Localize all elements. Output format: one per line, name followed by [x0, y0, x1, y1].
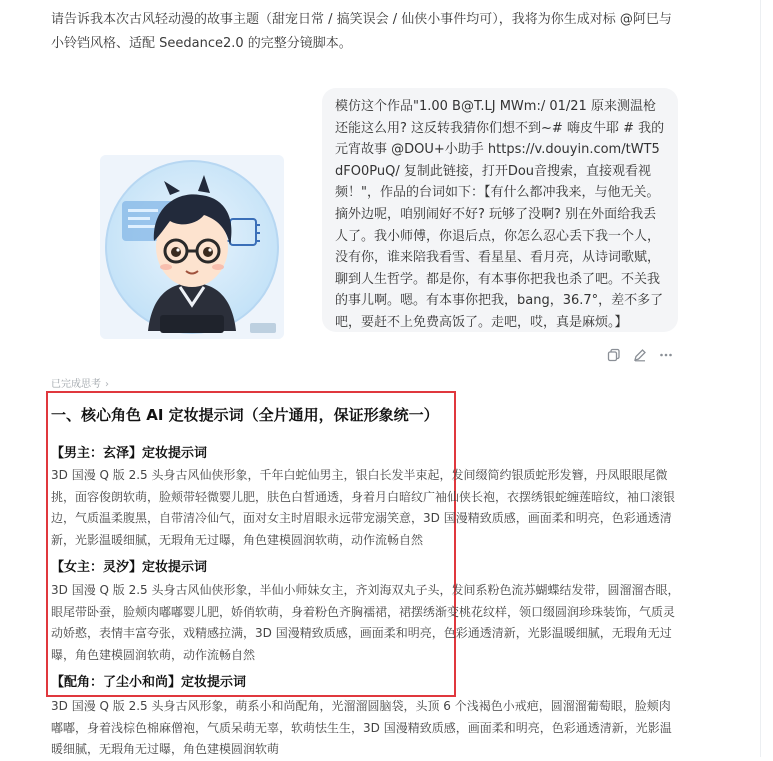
message-actions [607, 345, 677, 363]
scrollbar-track[interactable] [760, 0, 761, 757]
edit-icon[interactable] [633, 347, 647, 361]
user-attached-image[interactable] [100, 155, 284, 339]
copy-icon[interactable] [607, 347, 621, 361]
user-message-bubble: 模仿这个作品"1.00 B@T.LJ MWm:/ 01/21 原来测温枪还能这么用? 这反转我猜你们想不到~# 嗨皮牛耶 # 我的元宵故事 @DOU+小助手 https://v.douyin.com/tWT5dFO0PuQ/ 复制此链接，打开Dou音搜索，直接观看视频！"，作品的台词如下：【有什么都冲我来，与他无关。摘外边呢，咱别闹好不好? 玩够了没啊? 别在外面给我丢人了。我小师傅，你退后点，你怎么忍心丢下我一个人，没有你，谁来陪我看雪、看星星、看月亮，从诗词歌赋，聊到人生哲学。都是你，有本事你把我也杀了吧。不关我的事儿啊。嗯。有本事你把我，bang，36.7°，差不多了吧，要赶不上免费高饭了。走吧，哎，真是麻烦。】 [322, 88, 678, 332]
section-title: 一、核心角色 AI 定妆提示词（全片通用，保证形象统一） [51, 406, 439, 424]
male-lead-heading: 【男主：玄泽】定妆提示词 [51, 446, 208, 461]
thinking-label: 已完成思考 [51, 379, 101, 390]
female-lead-prompt: 3D 国漫 Q 版 2.5 头身古风仙侠形象，半仙小师妹女主，齐刘海双丸子头，发间系粉色流苏蝴蝶结发带，圆溜溜杏眼，眼尾带卧蚕，脸颊肉嘟嘟婴儿肥，娇俏软萌，身着粉色齐胸襦裙，裙摆绣渐变桃花纹样，领口缀圆润珍珠装饰，气质灵动娇憨，表情丰富夸张，戏精感拉满，3D 国漫精致质感，画面柔和明亮，色彩通透清新，光影温暖细腻，无瑕角无过曝，角色建模圆润软萌，动作流畅自然 [51, 583, 680, 662]
avatar-illustration [100, 155, 284, 339]
supporting-role-heading: 【配角：了尘小和尚】定妆提示词 [51, 675, 247, 690]
supporting-role-prompt: 3D 国漫 Q 版 2.5 头身古风形象，萌系小和尚配角，光溜溜圆脑袋，头顶 6 个浅褐色小戒疤，圆溜溜葡萄眼，脸颊肉嘟嘟，身着浅棕色棉麻僧袍，气质呆萌无辜，软萌怯生生，3D 国漫精致质感，画面柔和明亮，色彩通透清新，光影温暖细腻，无瑕角无过曝，角色建模圆润软萌 [51, 699, 672, 756]
chevron-right-icon: › [105, 379, 109, 390]
female-lead-heading: 【女主：灵汐】定妆提示词 [51, 560, 208, 575]
more-icon[interactable] [659, 347, 673, 361]
male-lead-prompt: 3D 国漫 Q 版 2.5 头身古风仙侠形象，千年白蛇仙男主，银白长发半束起，发间缀简约银质蛇形发簪，丹凤眼眼尾微挑，面容俊朗软萌，脸颊带轻微婴儿肥，肤色白皙通透，身着月白暗纹广袖仙侠长袍，衣摆绣银蛇缠莲暗纹，袖口滚银边，气质温柔腹黑，自带清冷仙气，面对女主时眉眼永远带宠溺笑意，3D 国漫精致质感，画面柔和明亮，色彩通透清新，光影温暖细腻，无瑕角无过曝，角色建模圆润软萌，动作流畅自然 [51, 468, 676, 547]
thinking-status-toggle[interactable] [51, 375, 109, 390]
assistant-intro-text: 请告诉我本次古风轻动漫的故事主题（甜宠日常 / 搞笑误会 / 仙侠小事件均可），我将为你生成对标 @阿巳与小铃铛风格、适配 Seedance2.0 的完整分镜脚本。 [51, 12, 672, 51]
